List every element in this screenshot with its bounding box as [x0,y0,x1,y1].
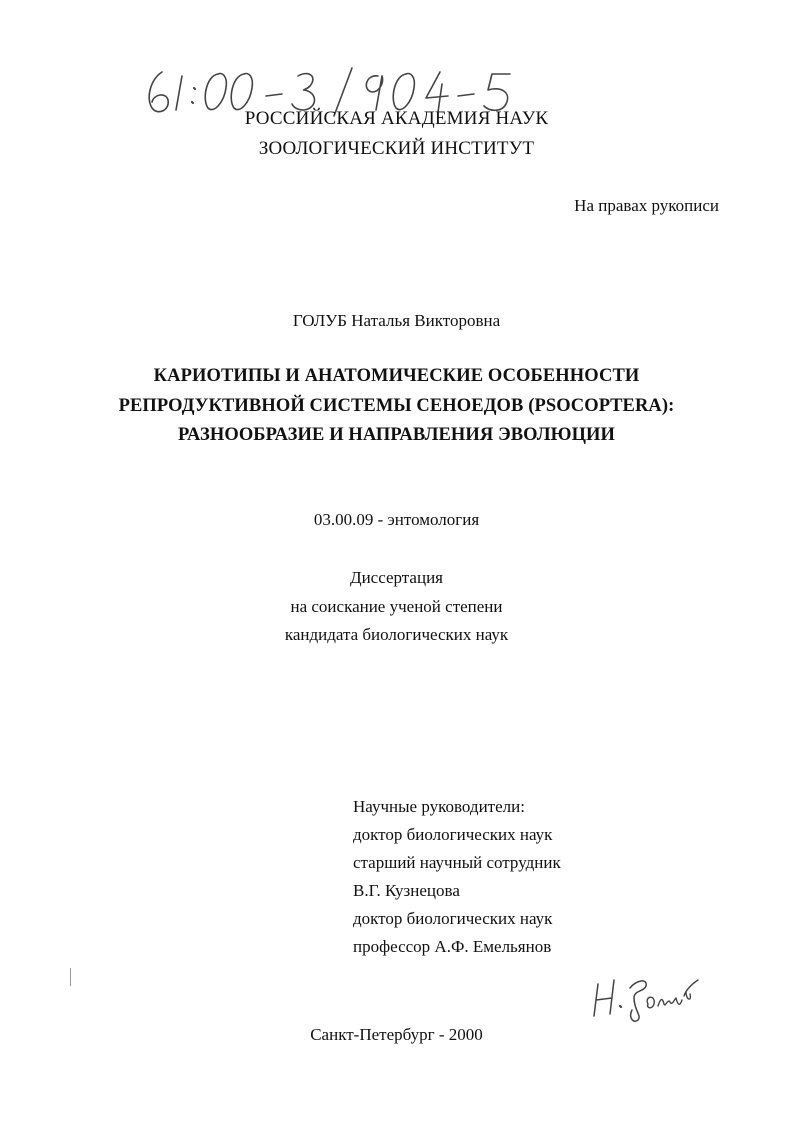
advisors-heading: Научные руководители: [353,797,525,816]
degree-line: Диссертация [349,568,443,587]
degree-line: на соискание ученой степени [290,597,503,616]
advisor-line: старший научный сотрудник [353,853,561,872]
author-name: ГОЛУБ Наталья Викторовна [292,311,501,330]
advisor-line: профессор А.Ф. Емельянов [353,937,552,956]
academy-name: РОССИЙСКАЯ АКАДЕМИЯ НАУК [244,108,549,129]
specialty: 03.00.09 - энтомология [313,510,480,529]
advisor-line: В.Г. Кузнецова [353,881,460,900]
advisor-line: доктор биологических наук [353,909,553,928]
institute-name: ЗООЛОГИЧЕСКИЙ ИНСТИТУТ [258,138,535,159]
degree-line: кандидата биологических наук [284,625,509,644]
author-signature [590,970,710,1026]
title-line: РАЗНООБРАЗИЕ И НАПРАВЛЕНИЯ ЭВОЛЮЦИИ [177,425,616,445]
place-and-year: Санкт-Петербург - 2000 [310,1025,483,1044]
advisor-line: доктор биологических наук [353,825,553,844]
manuscript-note: На правах рукописи [574,196,719,215]
title-line: КАРИОТИПЫ И АНАТОМИЧЕСКИЕ ОСОБЕННОСТИ [153,366,640,386]
title-line: РЕПРОДУКТИВНОЙ СИСТЕМЫ СЕНОЕДОВ (PSOCOPTERA): [118,396,675,416]
scan-mark [70,968,71,986]
